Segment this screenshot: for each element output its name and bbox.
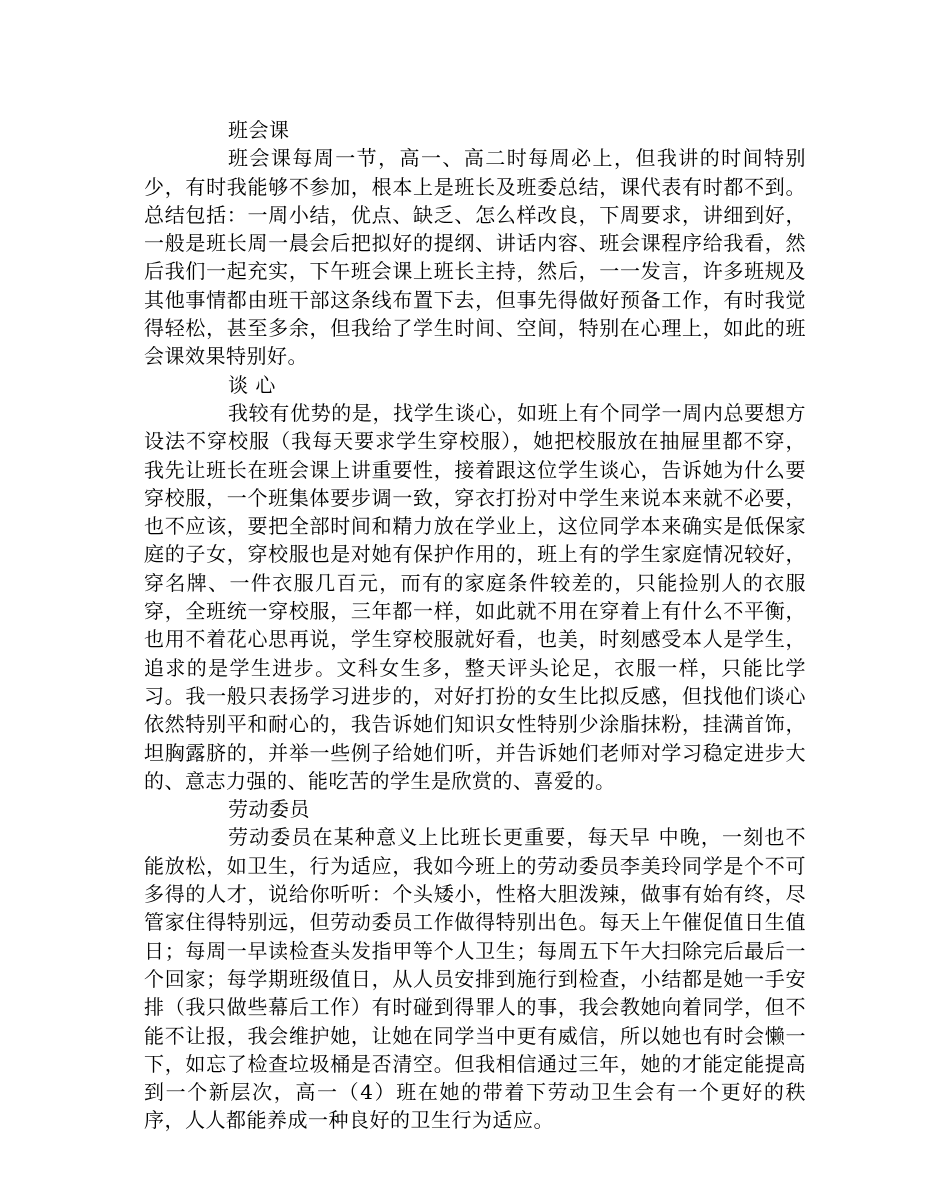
section-body-class-meeting: 班会课每周一节，高一、高二时每周必上，但我讲的时间特别少，有时我能够不参加，根本上是班长及班委总结，课代表有时都不到。总结包括：一周小结，优点、缺乏、怎么样改良，下周要求，讲细到好，一般是班长周一晨会后把拟好的提纲、讲话内容、班会课程序给我看，然后我们一起充实，下午班会课上班长主持，然后，一一发言，许多班规及其他事情都由班干部这条线布置下去，但事先得做好预备工作，有时我觉得轻松，甚至多余，但我给了学生时间、空间，特别在心理上，如此的班会课效果特别好。 (144, 146, 806, 369)
section-heading-class-meeting: 班会课 (228, 118, 290, 142)
section-body-heart-talk: 我较有优势的是，找学生谈心，如班上有个同学一周内总要想方设法不穿校服（我每天要求学生穿校服），她把校服放在抽屉里都不穿，我先让班长在班会课上讲重要性，接着跟这位学生谈心，告诉她为什么要穿校服，一个班集体要步调一致，穿衣打扮对中学生来说本来就不必要，也不应该，要把全部时间和精力放在学业上，这位同学本来确实是低保家庭的子女，穿校服也是对她有保护作用的，班上有的学生家庭情况较好，穿名牌、一件衣服几百元，而有的家庭条件较差的，只能捡别人的衣服穿，全班统一穿校服，三年都一样，如此就不用在穿着上有什么不平衡，也用不着花心思再说，学生穿校服就好看，也美，时刻感受本人是学生，追求的是学生进步。文科女生多，整天评头论足，衣服一样，只能比学习。我一般只表扬学习进步的，对好打扮的女生比拟反感，但找他们谈心依然特别平和耐心的，我告诉她们知识女性特别少涂脂抹粉，挂满首饰，坦胸露脐的，并举一些例子给她们听，并告诉她们老师对学习稳定进步大的、意志力强的、能吃苦的学生是欣赏的、喜爱的。 (144, 400, 806, 793)
section-heading-heart-talk: 谈 心 (228, 372, 276, 397)
section-body-labor-monitor: 劳动委员在某种意义上比班长更重要，每天早 中晚，一刻也不能放松，如卫生，行为适应，我如今班上的劳动委员李美玲同学是个不可多得的人才，说给你听听：个头矮小，性格大胆泼辣，做事有始有终，尽管家住得特别远，但劳动委员工作做得特别出色。每天上午催促值日生值日；每周一早读检查头发指甲等个人卫生；每周五下午大扫除完后最后一个回家；每学期班级值日，从人员安排到施行到检查，小结都是她一手安排（我只做些幕后工作）有时碰到得罪人的事，我会教她向着同学，但不能不让报，我会维护她，让她在同学当中更有威信，所以她也有时会懒一下，如忘了检查垃圾桶是否清空。但我相信通过三年，她的才能定能提高到一个新层次，高一（4）班在她的带着下劳动卫生会有一个更好的秩序，人人都能养成一种良好的卫生行为适应。 (144, 825, 806, 1133)
section-heading-labor-monitor: 劳动委员 (228, 797, 310, 822)
document-body (144, 116, 806, 1135)
